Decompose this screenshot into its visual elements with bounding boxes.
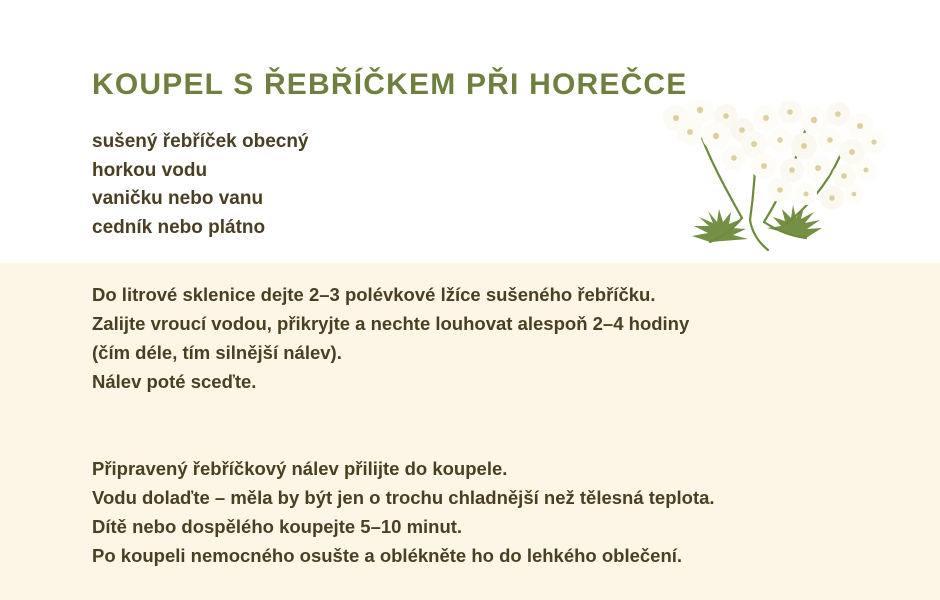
instruction-line: Dítě nebo dospělého koupejte 5–10 minut. (92, 516, 463, 537)
instruction-line: (čím déle, tím silnější nálev). (92, 342, 342, 363)
list-item: sušený řebříček obecný (92, 131, 309, 152)
instructions-text (92, 280, 922, 570)
instruction-line: Do litrové sklenice dejte 2–3 polévkové lžíce sušeného řebříčku. (92, 284, 656, 305)
instruction-line: Zalijte vroucí vodou, přikryjte a nechte louhovat alespoň 2–4 hodiny (92, 313, 690, 334)
yarrow-flowers-illustration (638, 100, 890, 260)
instruction-line: Připravený řebříčkový nálev přilijte do koupele. (92, 458, 508, 479)
header-section (0, 0, 940, 263)
instruction-line: Po koupeli nemocného osušte a oblékněte ho do lehkého oblečení. (92, 545, 683, 566)
instruction-line: Vodu dolaďte – měla by být jen o trochu chladnější než tělesná teplota. (92, 487, 715, 508)
ingredients-list (92, 128, 309, 242)
list-item: vaničku nebo vanu (92, 188, 264, 209)
list-item: horkou vodu (92, 159, 208, 181)
paragraph-spacer (92, 425, 922, 454)
list-item: cedník nebo plátno (92, 216, 266, 238)
page-title: KOUPEL S ŘEBŘÍČKEM PŘI HOREČCE (92, 68, 688, 101)
instruction-line: Nálev poté sceďte. (92, 371, 257, 392)
paragraph-spacer (92, 396, 922, 425)
